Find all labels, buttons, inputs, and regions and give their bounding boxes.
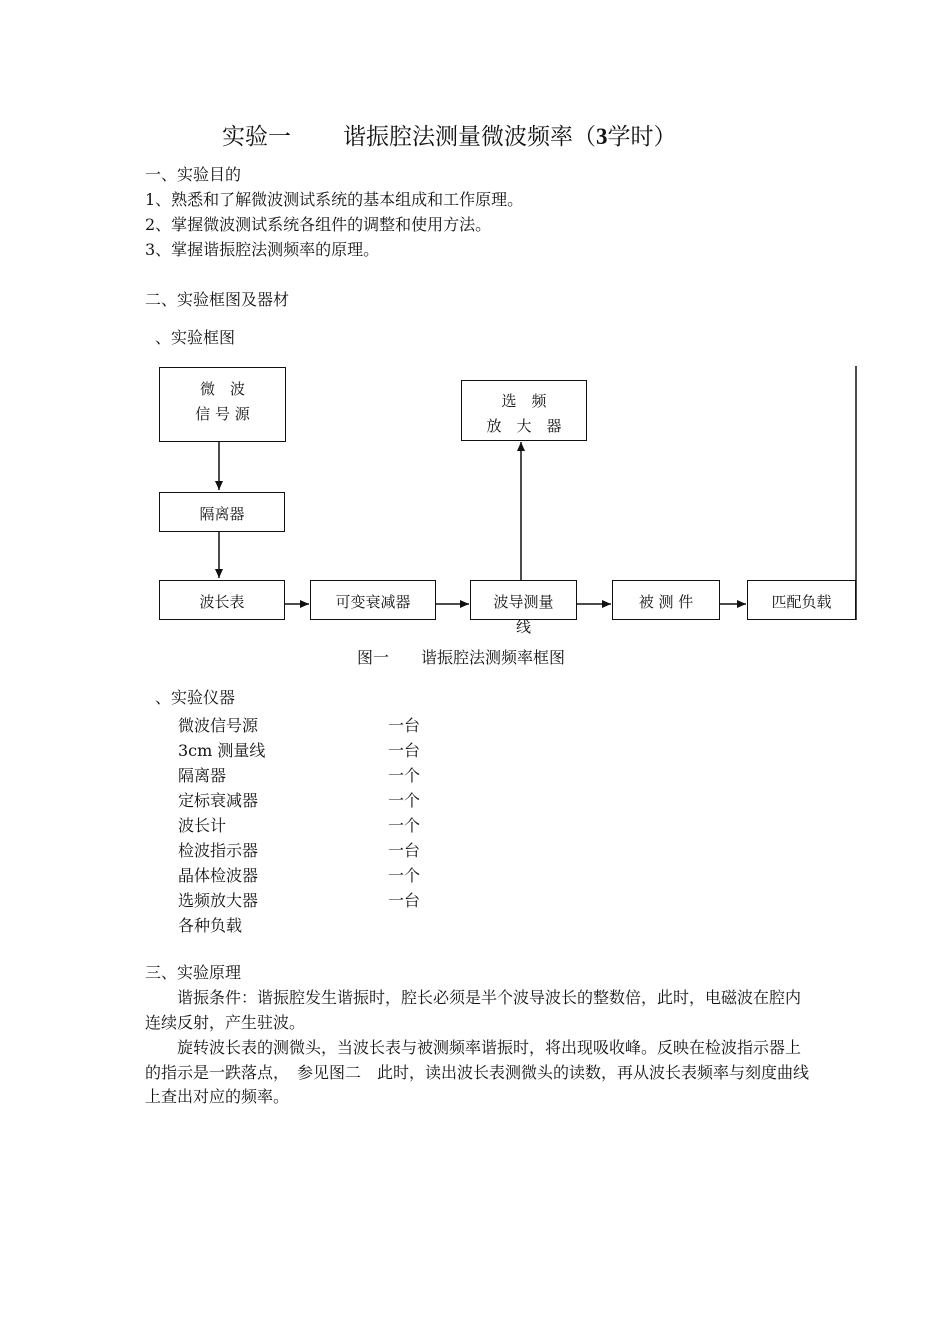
load-label: 匹配负载 (771, 593, 832, 611)
principle-paragraph-2: 旋转波长表的测微头，当波长表与被测频率谐振时，将出现吸收峰。反映在检波指示器上的指示是一跌落点， 参见图二 此时，读出波长表测微头的读数，再从波长表频率与刻度曲线上查出对应的频率。 (145, 1038, 810, 1106)
equipment-list (178, 713, 438, 938)
isolator-box (159, 492, 285, 532)
equipment-name: 选频放大器 (178, 891, 259, 910)
section3-heading: 三、实验原理 (145, 963, 242, 982)
section2-heading: 二、实验框图及器材 (145, 290, 290, 309)
equipment-row (178, 913, 438, 938)
attenuator-box (310, 580, 436, 620)
equipment-name: 检波指示器 (178, 841, 259, 860)
diagram-caption: 图一 谐振腔法测频率框图 (357, 648, 566, 667)
title-hours-unit: 学时） (607, 124, 677, 150)
equipment-qty: 一个 (388, 816, 421, 835)
objective-item: 1、熟悉和了解微波测试系统的基本组成和工作原理。 (145, 190, 524, 209)
equipment-qty: 一个 (388, 791, 421, 810)
signal-source-label-2: 信 号 源 (195, 405, 250, 423)
equipment-name: 微波信号源 (178, 716, 259, 735)
attenuator-label: 可变衰减器 (335, 593, 411, 611)
slotted-line-label-1: 波导测量 (493, 593, 554, 611)
slotted-line-label-2: 线 (515, 618, 531, 636)
section1-heading: 一、实验目的 (145, 165, 242, 184)
wavemeter-label: 波长表 (199, 593, 245, 611)
slotted-line-box (470, 580, 577, 636)
equipment-row (178, 888, 438, 913)
equipment-name: 隔离器 (178, 766, 227, 785)
equipment-row (178, 838, 438, 863)
equipment-qty: 一台 (388, 716, 421, 735)
principle-paragraph-1: 谐振条件：谐振腔发生谐振时，腔长必须是半个波导波长的整数倍，此时，电磁波在腔内连续反射，产生驻波。 (145, 988, 802, 1032)
equipment-name: 波长计 (178, 816, 227, 835)
objective-item: 2、掌握微波测试系统各组件的调整和使用方法。 (145, 215, 492, 234)
signal-source-box (159, 367, 286, 442)
title-main: 谐振腔法测量微波频率（ (343, 124, 596, 150)
amplifier-label-2: 放 大 器 (486, 417, 562, 435)
equipment-subheading: 、实验仪器 (155, 688, 236, 707)
objective-item: 3、掌握谐振腔法测频率的原理。 (145, 240, 380, 259)
dut-label: 被 测 件 (638, 593, 694, 611)
diagram-subheading: 、实验框图 (155, 328, 236, 347)
equipment-row (178, 813, 438, 838)
equipment-row (178, 738, 438, 763)
dut-box (612, 580, 720, 620)
amplifier-box (461, 380, 587, 441)
equipment-qty: 一个 (388, 866, 421, 885)
equipment-qty: 一个 (388, 766, 421, 785)
wavemeter-box (159, 580, 285, 620)
title-hours-number: 3 (596, 124, 608, 149)
equipment-row (178, 863, 438, 888)
signal-source-label-1: 微 波 (199, 380, 245, 398)
load-box (747, 580, 856, 620)
equipment-row (178, 713, 438, 738)
equipment-qty: 一台 (388, 841, 421, 860)
equipment-row (178, 788, 438, 813)
equipment-qty: 一台 (388, 891, 421, 910)
equipment-name: 晶体检波器 (178, 866, 259, 885)
equipment-row (178, 763, 438, 788)
page-title (222, 118, 677, 151)
equipment-name: 各种负载 (178, 916, 243, 935)
equipment-name: 3cm 测量线 (178, 741, 266, 760)
title-experiment-number: 实验一 (222, 124, 291, 150)
equipment-qty: 一台 (388, 741, 421, 760)
amplifier-label-1: 选 频 (501, 392, 547, 410)
isolator-label: 隔离器 (199, 505, 245, 523)
equipment-name: 定标衰减器 (178, 791, 259, 810)
